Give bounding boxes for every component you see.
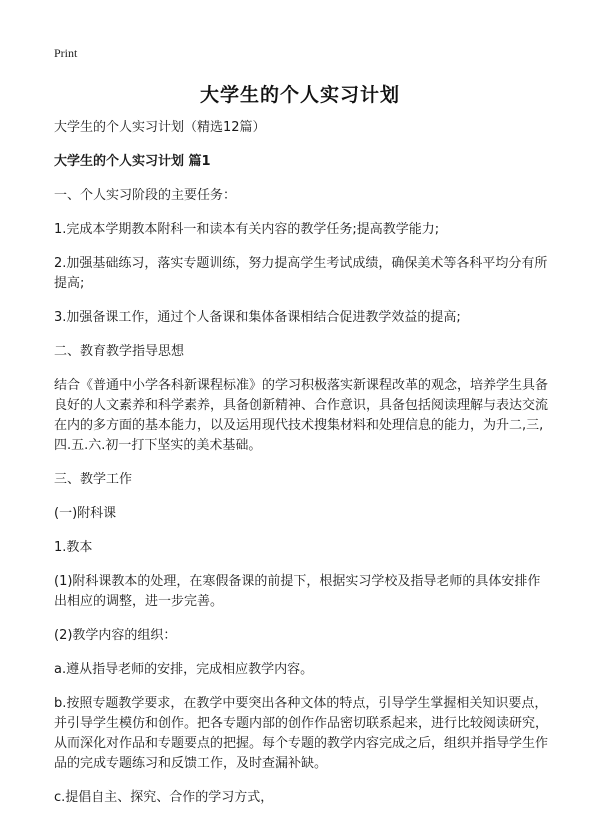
paragraph: (1)附科课教本的处理，在寒假备课的前提下，根据实习学校及指导老师的具体安排作出相应的调整，进一步完善。 — [54, 574, 541, 609]
paragraph: 三、教学工作 — [54, 472, 133, 487]
paragraph-subtitle: 大学生的个人实习计划（精选12篇） — [54, 120, 266, 135]
document-body — [54, 118, 550, 822]
paragraph: 3.加强备课工作，通过个人备课和集体备课相结合促进教学效益的提高; — [54, 310, 461, 325]
paragraph: c.提倡自主、探究、合作的学习方式， — [54, 790, 274, 805]
paragraph: (一)附科课 — [54, 506, 117, 521]
paragraph: (2)教学内容的组织： — [54, 628, 177, 643]
section-heading: 大学生的个人实习计划 篇1 — [54, 154, 211, 169]
paragraph: 2.加强基础练习，落实专题训练，努力提高学生考试成绩，确保美术等各科平均分有所提高; — [54, 256, 548, 291]
paragraph: 1.教本 — [54, 540, 93, 555]
paragraph: 一、个人实习阶段的主要任务： — [54, 188, 237, 203]
paragraph: a.遵从指导老师的安排，完成相应教学内容。 — [54, 662, 314, 677]
paragraph: 结合《普通中小学各科新课程标准》的学习积极落实新课程改革的观念，培养学生具备良好的人文素养和科学素养，具备创新精神、合作意识，具备包括阅读理解与表达交流在内的多方面的基本能力，以及运用现代技术搜集材料和处理信息的能力，为升二,三,四.五.六.初一打下坚实的美术基础。 — [54, 378, 549, 453]
document-title: 大学生的个人实习计划 — [199, 84, 400, 106]
paragraph: 1.完成本学期教本附科一和读本有关内容的教学任务;提高教学能力; — [54, 222, 440, 237]
paragraph: b.按照专题教学要求，在教学中要突出各种文体的特点，引导学生掌握相关知识要点，并引导学生模仿和创作。把各专题内部的创作作品密切联系起来，进行比较阅读研究，从而深化对作品和专题要点的把握。每个专题的教学内容完成之后，组织并指导学生作品的完成专题练习和反馈工作，及时查漏补缺。 — [54, 696, 549, 771]
paragraph: 二、教育教学指导思想 — [54, 344, 185, 359]
print-link[interactable]: Print — [54, 46, 78, 60]
